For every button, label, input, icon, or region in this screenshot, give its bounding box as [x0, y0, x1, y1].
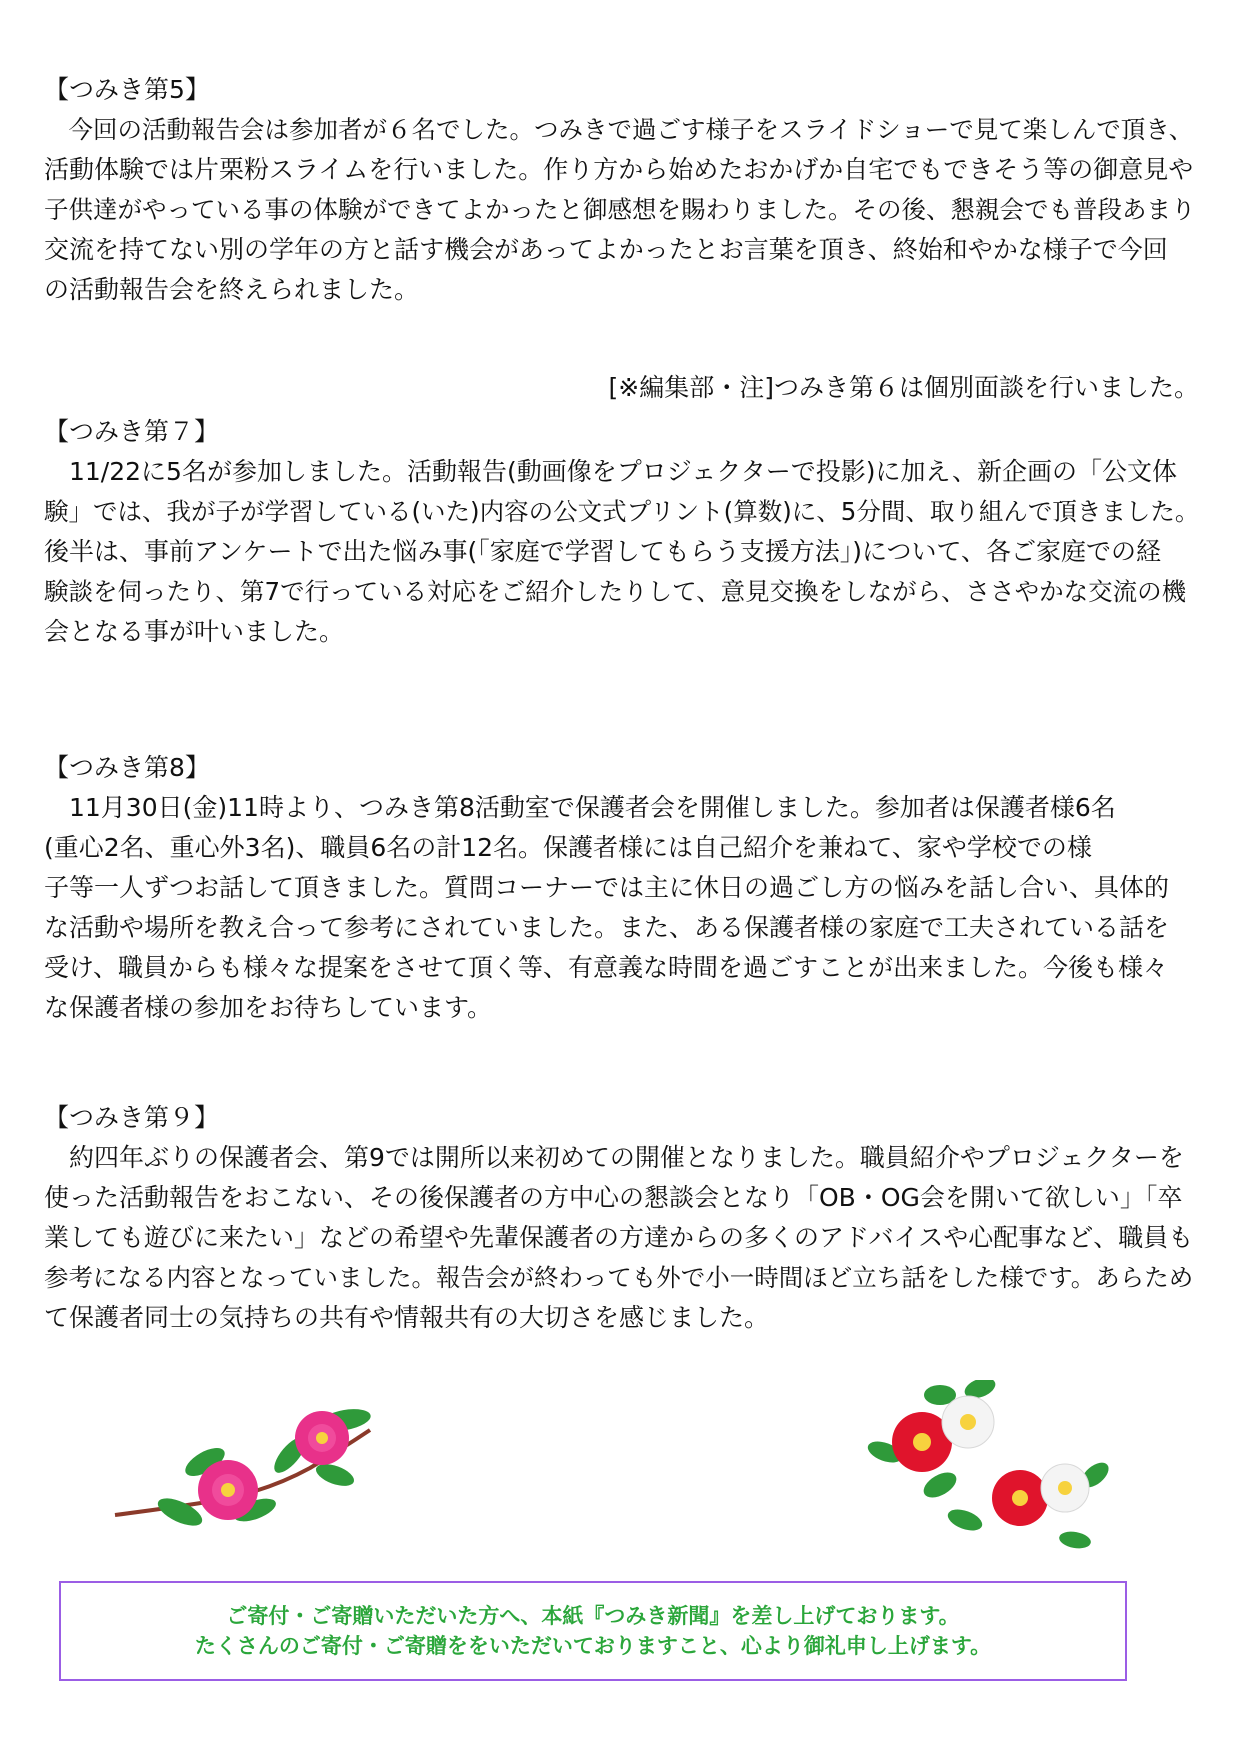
body-line: 11月30日(金)11時より、つみき第8活動室で保護者会を開催しました。参加者は保護者様6名 — [44, 793, 1116, 822]
body-line: 会となる事が叶いました。 — [44, 617, 345, 646]
body-line: 活動体験では片栗粉スライムを行いました。作り方から始めたおかげか自宅でもできそう等の御意見や — [44, 155, 1194, 184]
section-tsumiki-7 — [44, 412, 1204, 652]
notice-line-1: ご寄付・ご寄贈いただいた方へ、本紙『つみき新聞』を差し上げております。 — [226, 1604, 960, 1628]
camellia-branch-illustration — [110, 1400, 410, 1540]
leaf — [1058, 1529, 1092, 1550]
section-heading: 【つみき第７】 — [44, 417, 220, 446]
section-tsumiki-8 — [44, 748, 1204, 1028]
notice-line-2: たくさんのご寄付・ご寄贈ををいただいておりますこと、心より御礼申し上げます。 — [194, 1634, 992, 1658]
body-line: (重心2名、重心外3名)、職員6名の計12名。保護者様には自己紹介を兼ねて、家や学校での様 — [44, 833, 1092, 862]
body-line: 験談を伺ったり、第7で行っている対応をご紹介したりして、意見交換をしながら、ささやかな交流の機 — [44, 577, 1187, 606]
donation-notice-box — [59, 1581, 1127, 1681]
body-line: 使った活動報告をおこない、その後保護者の方中心の懇談会となり「OB・OG会を開いて欲しい」「卒 — [44, 1183, 1183, 1212]
body-line: 子供達がやっている事の体験ができてよかったと御感想を賜わりました。その後、懇親会でも普段あまり — [44, 195, 1196, 224]
body-line: 後半は、事前アンケートで出た悩み事(「家庭で学習してもらう支援方法」)について、各ご家庭での経 — [44, 537, 1162, 566]
section-heading: 【つみき第９】 — [44, 1103, 220, 1132]
body-line: 参考になる内容となっていました。報告会が終わっても外で小一時間ほど立ち話をした様です。あらため — [44, 1263, 1194, 1292]
body-line: 験」では、我が子が学習している(いた)内容の公文式プリント(算数)に、5分間、取り組んで頂きました。 — [44, 497, 1200, 526]
body-line: の活動報告会を終えられました。 — [44, 275, 420, 304]
section-tsumiki-5 — [44, 70, 1204, 310]
body-line: な保護者様の参加をお待ちしています。 — [44, 993, 493, 1022]
body-line: 約四年ぶりの保護者会、第9では開所以来初めての開催となりました。職員紹介やプロジェクターを — [44, 1143, 1184, 1172]
body-line: 子等一人ずつお話して頂きました。質問コーナーでは主に休日の過ごし方の悩みを話し合い、具体的 — [44, 873, 1170, 902]
white-camellia-flower — [942, 1396, 994, 1448]
section-tsumiki-9 — [44, 1098, 1204, 1338]
body-line: 業しても遊びに来たい」などの希望や先輩保護者の方達からの多くのアドバイスや心配事など、職員も — [44, 1223, 1194, 1252]
editor-note: [※編集部・注]つみき第６は個別面談を行いました。 — [608, 373, 1199, 402]
body-line: 11/22に5名が参加しました。活動報告(動画像をプロジェクターで投影)に加え、新企画の「公文体 — [44, 457, 1177, 486]
pink-camellia-flower — [295, 1411, 349, 1465]
red-camellia-flower — [992, 1470, 1048, 1526]
section-heading: 【つみき第5】 — [44, 75, 210, 104]
leaf — [945, 1505, 985, 1534]
leaf — [919, 1467, 960, 1502]
white-camellia-flower — [1041, 1464, 1089, 1512]
body-line: 交流を持てない別の学年の方と話す機会があってよかったとお言葉を頂き、終始和やかな様子で今回 — [44, 235, 1168, 264]
leaf — [154, 1493, 206, 1531]
body-line: て保護者同士の気持ちの共有や情報共有の大切さを感じました。 — [44, 1303, 770, 1332]
camellia-cluster-illustration — [860, 1380, 1120, 1550]
body-line: な活動や場所を教え合って参考にされていました。また、ある保護者様の家庭で工夫されている話を — [44, 913, 1170, 942]
body-line: 受け、職員からも様々な提案をさせて頂く等、有意義な時間を過ごすことが出来ました。今後も様々 — [44, 953, 1169, 982]
section-heading: 【つみき第8】 — [44, 753, 210, 782]
pink-camellia-flower — [198, 1460, 258, 1520]
body-line: 今回の活動報告会は参加者が６名でした。つみきで過ごす様子をスライドショーで見て楽しんで頂き、 — [44, 115, 1194, 144]
